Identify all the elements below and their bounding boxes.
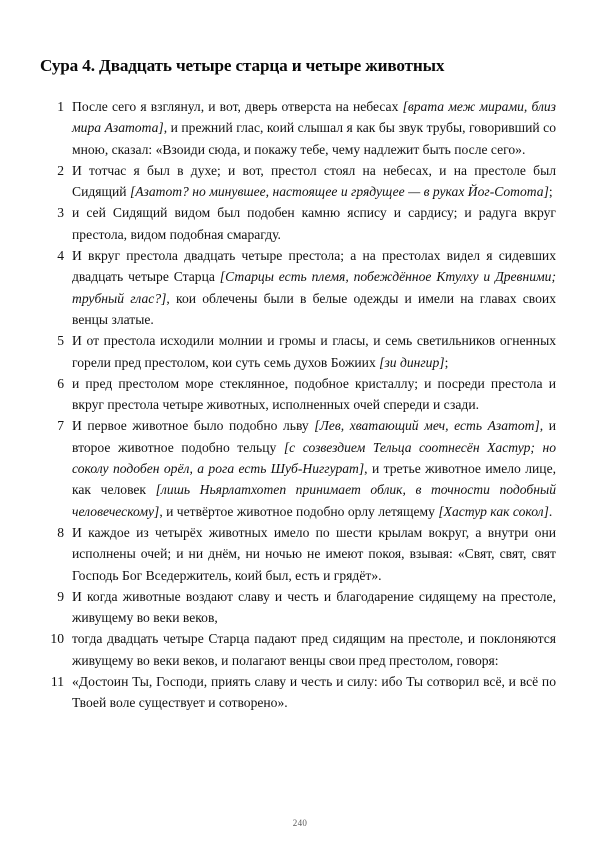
verse-text: И первое животное было подобно льву [Лев, хватающий меч, есть Азатот], и второе животное подобно тельцу [с созвездием Тельца соотнесён Хастур; но соколу подобен орёл, а рога есть Шуб-Ниггурат], и третье животное имело лице, как человек [лишь Ньярлатхотеп принимает облик, в точности подобный человеческому], и четвёртое животное подобно орлу летящему [Хастур как сокол]. xyxy=(72,418,557,519)
verse-row xyxy=(40,415,556,521)
verse-number: 3 xyxy=(57,205,64,221)
verse-row xyxy=(40,373,556,416)
verse-row xyxy=(40,671,556,714)
verse-text: После сего я взглянул, и вот, дверь отверста на небесах [врата меж мирами, близ мира Азатота], и прежний глас, коий слышал я как бы звук трубы, говоривший со мною, сказал: «Взоиди сюда, и покажу тебе, чему надлежит быть после сего». xyxy=(72,99,557,157)
verse-text: тогда двадцать четыре Старца падают пред сидящим на престоле, и поклоняются живущему во веки веков, и полагают венцы свои пред престолом, говоря: xyxy=(72,631,556,668)
verse-row xyxy=(40,245,556,330)
verse-row xyxy=(40,586,556,629)
verse-number: 10 xyxy=(50,631,64,647)
verse-text: И вкруг престола двадцать четыре престола; а на престолах видел я сидевших двадцать четыре Старца [Старцы есть племя, побеждённое Ктулху и Древними; трубный глас?], кои облечены были в белые одежды и имели на главах своих венцы златые. xyxy=(72,248,556,327)
verse-row xyxy=(40,330,556,373)
verse-text: и сей Сидящий видом был подобен камню яспису и сардису; и радуга вкруг престола, видом подобная смарагду. xyxy=(72,205,556,242)
verse-list xyxy=(40,96,556,714)
verse-number: 7 xyxy=(57,418,64,434)
verse-number: 2 xyxy=(57,162,64,178)
verse-row xyxy=(40,96,556,160)
verse-text: И каждое из четырёх животных имело по шести крылам вокруг, а внутри они исполнены очей; и ни днём, ни ночью не имеют покоя, взывая: «Свят, свят, свят Господь Бог Вседержитель, коий был, есть и грядёт». xyxy=(72,524,556,583)
verse-number: 6 xyxy=(57,375,64,391)
verse-number: 4 xyxy=(57,248,64,264)
verse-text: И когда животные воздают славу и честь и благодарение сидящему на престоле, живущему во веки веков, xyxy=(72,588,556,626)
verse-row xyxy=(40,522,556,586)
page-title: Сура 4. Двадцать четыре старца и четыре животных xyxy=(40,55,445,75)
page-number: 240 xyxy=(292,818,308,828)
verse-number: 11 xyxy=(50,674,64,690)
verse-text: И от престола исходили молнии и громы и гласы, и семь светильников огненных горели пред престолом, кои суть семь духов Божиих [зи дингир]; xyxy=(72,333,556,370)
verse-number: 5 xyxy=(57,333,64,349)
verse-row xyxy=(40,160,556,203)
verse-row xyxy=(40,628,556,671)
verse-text: и пред престолом море стеклянное, подобное кристаллу; и посреди престола и вкруг престола четыре животных, исполненных очей спереди и сзади. xyxy=(72,375,556,413)
verse-text: И тотчас я был в духе; и вот, престол стоял на небесах, и на престоле был Сидящий [Азатот? но минувшее, настоящее и грядущее — в руках Йог-Сотота]; xyxy=(72,162,556,200)
verse-number: 8 xyxy=(57,524,64,540)
verse-row xyxy=(40,202,556,245)
verse-number: 1 xyxy=(57,99,64,114)
verse-text: «Достоин Ты, Господи, приять славу и честь и силу: ибо Ты сотворил всё, и всё по Твоей воле существует и сотворено». xyxy=(72,674,556,711)
verse-number: 9 xyxy=(57,588,64,604)
